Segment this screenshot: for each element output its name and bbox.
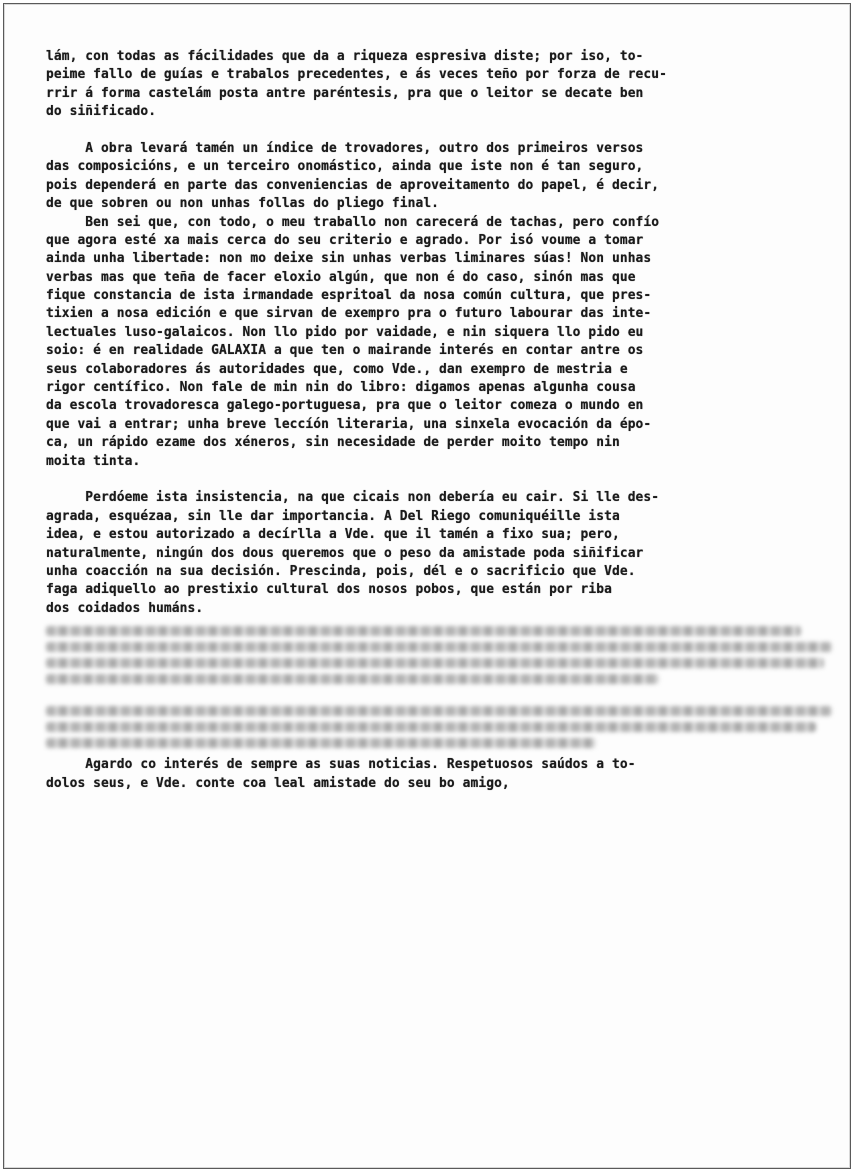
redacted-line [46,626,801,636]
text-line: dolos seus, e Vde. conte coa leal amistade do seu bo amigo, [46,775,510,791]
paragraph-2 [46,140,832,471]
typewritten-letter-page [3,3,851,1169]
text-line: faga adiquello ao prestixio cultural dos nosos pobos, que están por riba [46,582,612,598]
text-line: dos coidados humáns. [46,600,204,616]
text-line: Ben sei que, con todo, o meu traballo non carecerá de tachas, pero confío [46,214,660,230]
text-line: A obra levará tamén un índice de trovadores, outro dos primeiros versos [46,140,644,156]
text-line: soio: é en realidade GALAXIA a que ten o mairande interés en contar antre os [46,343,644,359]
text-line: rrir á forma castelám posta antre paréntesis, pra que o leitor se decate ben [46,85,644,101]
redacted-block [46,626,832,748]
redacted-line [46,658,824,668]
paragraph-gap [46,471,832,489]
text-line: idea, e estou autorizado a decírlla a Vde. que il tamén a fixo sua; pero, [46,527,620,543]
text-line: que vai a entrar; unha breve leccíón literaria, una sinxela evocación da épo- [46,416,652,432]
text-line: seus colaboradores ás autoridades que, como Vde., dan exempro de mestria e [46,361,628,377]
redacted-line [46,706,832,716]
text-line: peime fallo de guías e trabalos precedentes, e ás veces teño por forza de recu- [46,67,668,83]
text-line: verbas mas que teña de facer eloxio algún, que non é do caso, sinón mas que [46,269,636,285]
text-line: que agora esté xa mais cerca do seu criterio e agrado. Por isó voume a tomar [46,232,644,248]
text-line: da escola trovadoresca galego-portuguesa, pra que o leitor comeza o mundo en [46,398,644,414]
text-line: agrada, esquézaa, sin lle dar importancia. A Del Riego comuniquéille ista [46,508,620,524]
text-line: do siñificado. [46,104,157,120]
text-line: das composicións, e un terceiro onomástico, ainda que iste non é tan seguro, [46,159,644,175]
redacted-line [46,722,816,732]
text-line: fique constancia de ista irmandade espritoal da nosa común cultura, que pres- [46,288,652,304]
text-line: de que sobren ou non unhas follas do pliego final. [46,196,440,212]
text-line: rigor centífico. Non fale de min nin do libro: digamos apenas algunha cousa [46,380,636,396]
text-line: pois dependerá en parte das conveniencias de aproveitamento do papel, é decir, [46,177,660,193]
text-line: moita tinta. [46,453,141,469]
text-line: unha coacción na sua decisión. Prescinda, pois, dél e o sacrificio que Vde. [46,563,636,579]
text-line: lám, con todas as fácilidades que da a riqueza espresiva diste; por iso, to- [46,49,644,64]
redacted-line [46,642,832,652]
closing-paragraph [46,756,832,793]
text-line: ainda unha libertade: non mo deixe sin unhas verbas liminares súas! Non unhas [46,251,652,267]
text-line: naturalmente, ningún dos dous queremos que o peso da amistade poda siñificar [46,545,644,561]
paragraph-gap [46,122,832,140]
letter-body [46,48,832,793]
text-line: lectuales luso-galaicos. Non llo pido por vaidade, e nin siquera llo pido eu [46,324,644,340]
text-line: ca, un rápido ezame dos xéneros, sin necesidade de perder moito tempo nin [46,435,620,451]
text-line: tixien a nosa edición e que sirvan de exempro pra o futuro labourar das inte- [46,306,652,322]
text-line: Agardo co interés de sempre as suas noticias. Respetuosos saúdos a to- [46,757,636,773]
redacted-line [46,738,596,748]
paragraph-1 [46,48,832,122]
redacted-line [46,674,659,684]
paragraph-3 [46,489,832,618]
text-line: Perdóeme ista insistencia, na que cicais non debería eu cair. Si lle des- [46,490,660,506]
